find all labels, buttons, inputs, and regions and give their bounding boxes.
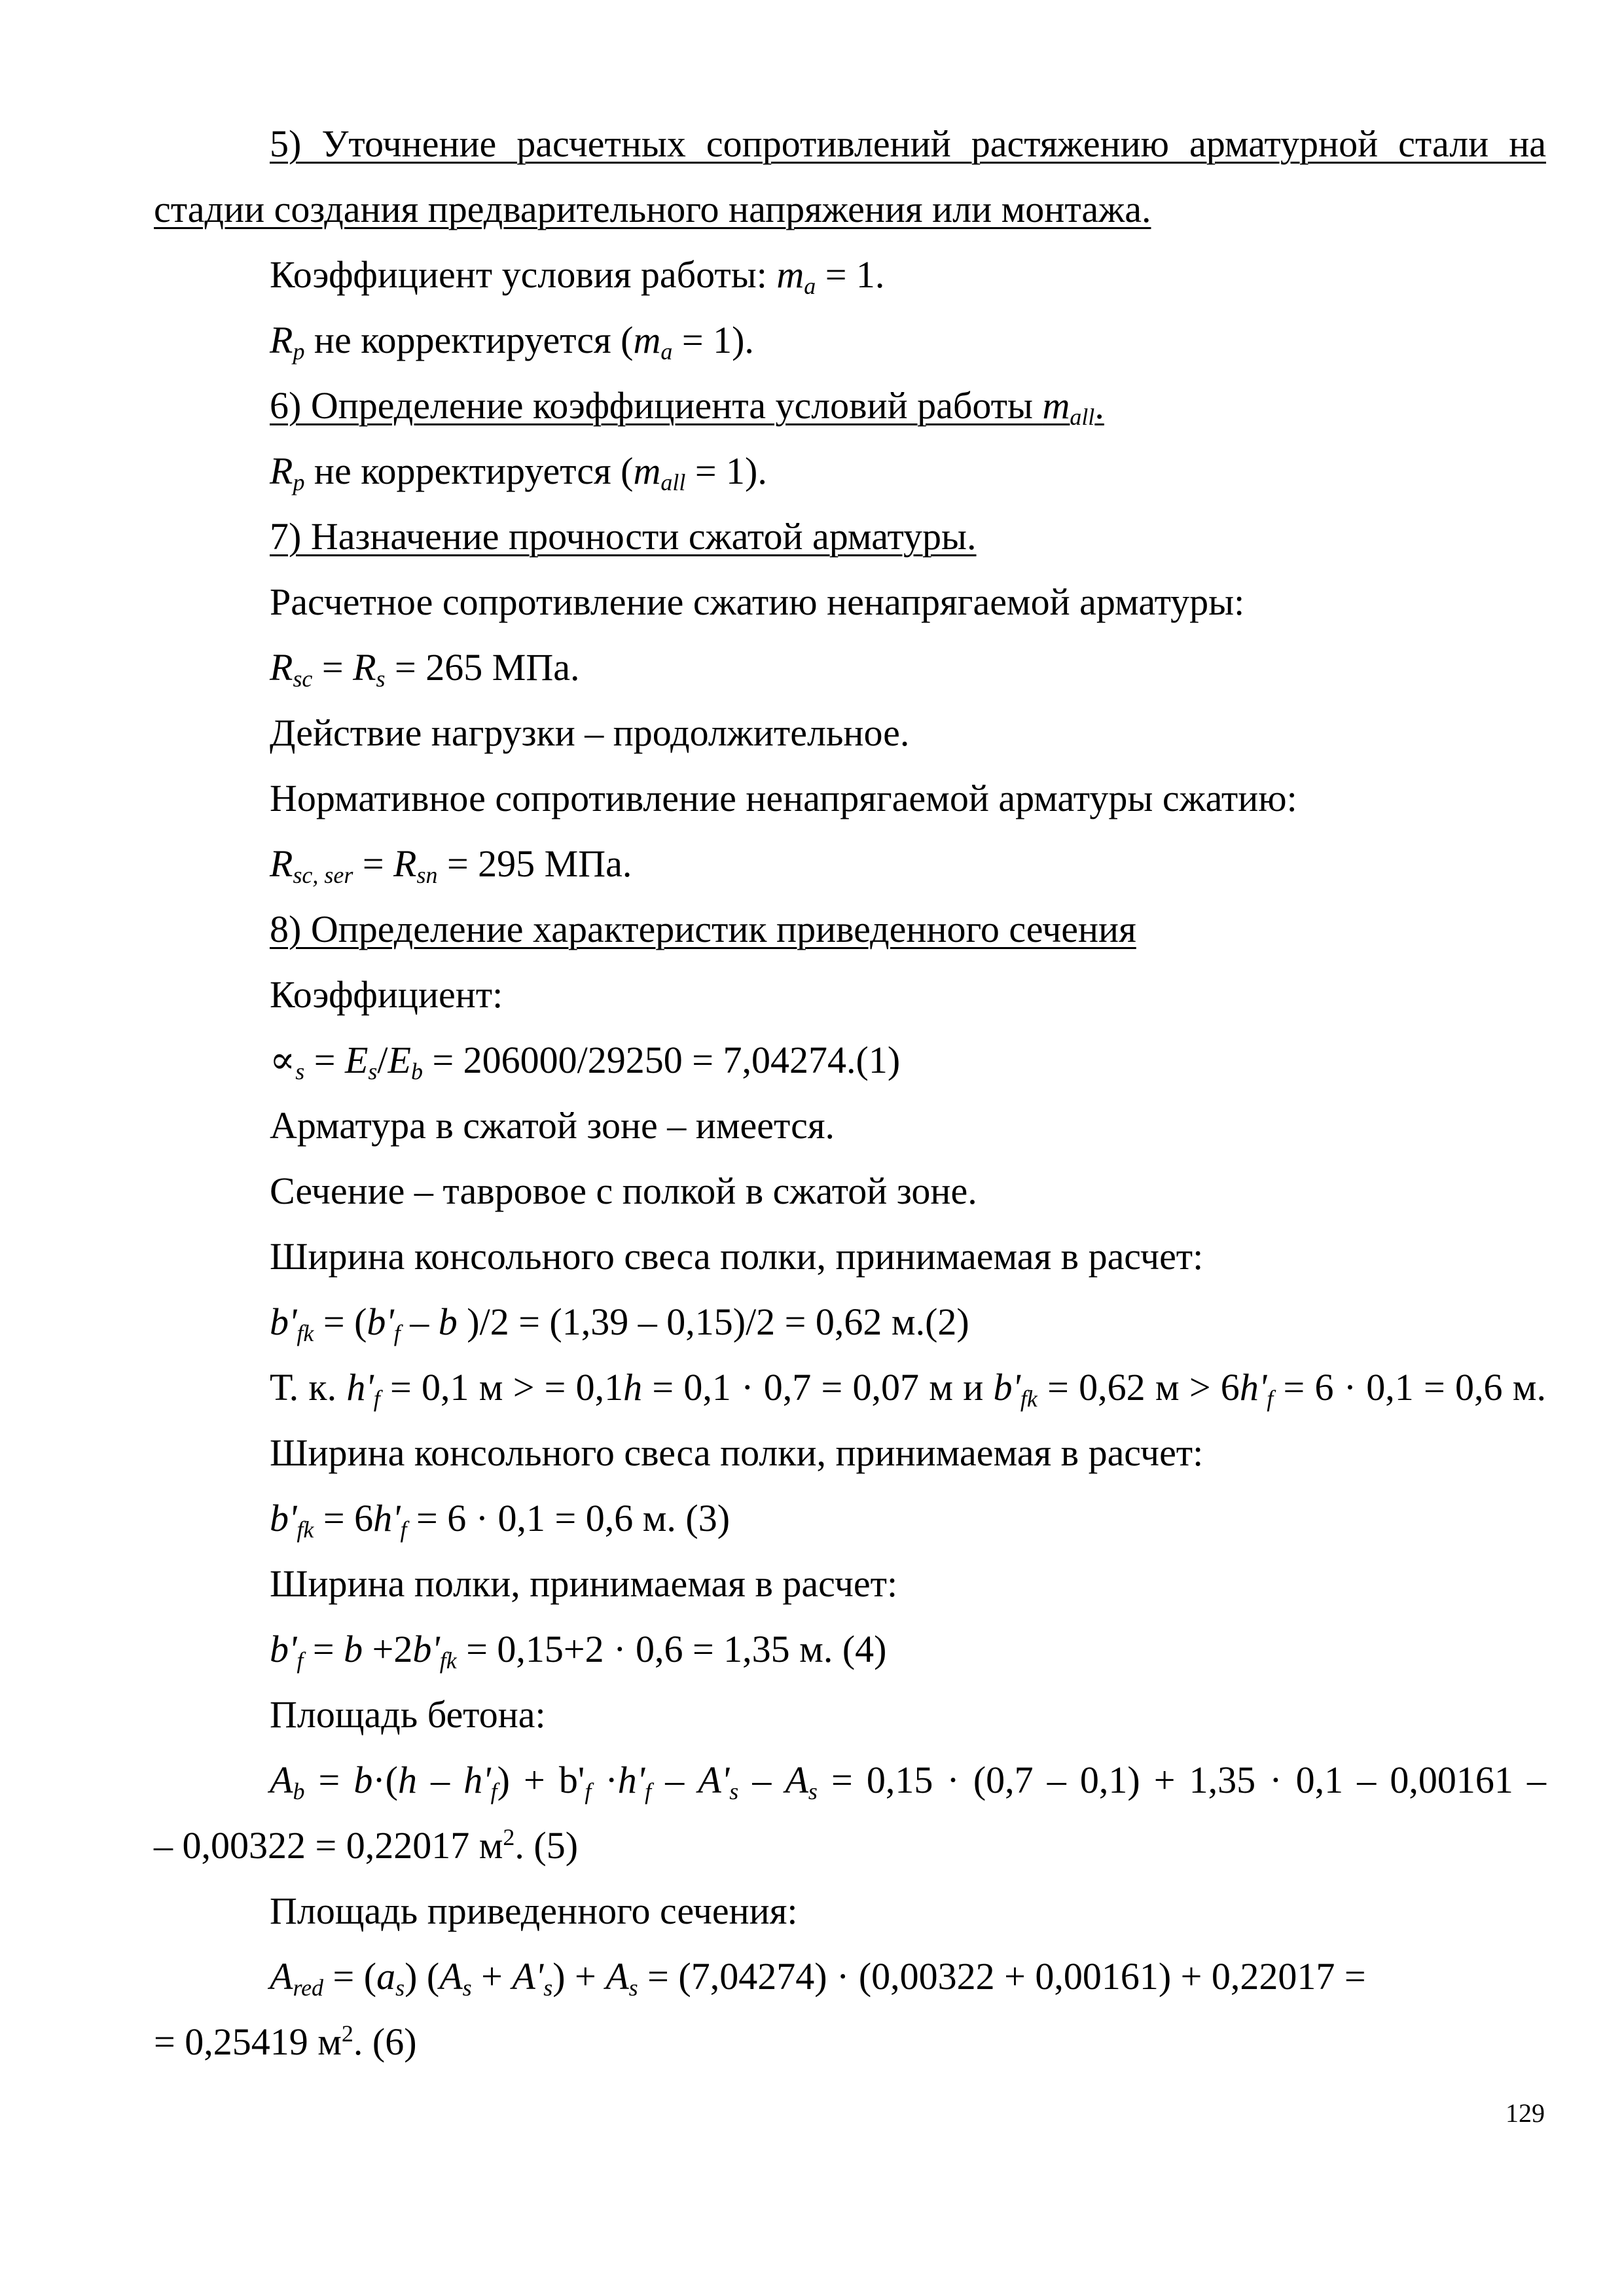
text-line: Коэффициент условия работы: $m_a = 1$. (270, 253, 885, 300)
text-line: Площадь приведенного сечения: (270, 1890, 798, 1932)
text-line: – 0,00322 = 0,22017 $м^2$. (5) (154, 1824, 579, 1867)
text-line: $R_p$ не корректируется $(m_a = 1)$. (270, 319, 754, 365)
text-line: $R_{sc, ser} = R_{sn} = 295$ МПа. (270, 842, 632, 889)
page-number: 129 (1506, 2098, 1545, 2128)
text-line: стадии создания предварительного напряжения или монтажа. (154, 188, 1151, 230)
text-line: Расчетное сопротивление сжатию ненапрягаемой арматуры: (270, 581, 1245, 623)
text-line: $R_{sc} = R_s = 265$ МПа. (270, 646, 580, 692)
text-line: Ширина полки, принимаемая в расчет: (270, 1562, 898, 1605)
text-line: Ширина консольного свеса полки, принимаемая в расчет: (270, 1235, 1204, 1278)
text-line: Действие нагрузки – продолжительное. (270, 711, 910, 754)
text-line: = 0,25419 $м^2$. (6) (154, 2020, 417, 2063)
text-line: 7) Назначение прочности сжатой арматуры. (270, 515, 977, 558)
text-line: 5) Уточнение расчетных сопротивлений растяжению арматурной стали на (270, 122, 1546, 165)
text-line: $b'_f = b +2b'_{fk} = 0,15+2 \cdot 0,6 = 1,35$ м. (4) (270, 1628, 887, 1674)
text-line: Сечение – тавровое с полкой в сжатой зоне. (270, 1170, 977, 1212)
text-line: $b'_{fk} = 6h'_f = 6 \cdot 0,1 = 0,6$ м. (3) (270, 1497, 731, 1543)
text-line: Коэффициент: (270, 973, 503, 1016)
text-line: 6) Определение коэффициента условий работы $m_{all}$. (270, 384, 1104, 431)
text-line: Нормативное сопротивление ненапрягаемой арматуры сжатию: (270, 777, 1297, 819)
text-line: $A_{red} = (a_s) (A_s + A'_s) + A_s = (7,04274) \cdot (0,00322 + 0,00161) + 0,22017$ = (270, 1955, 1366, 2001)
text-line: Арматура в сжатой зоне – имеется. (270, 1104, 835, 1147)
text-line: $R_p$ не корректируется $(m_{all} = 1)$. (270, 450, 767, 496)
text-line: Т. к. $h'_f = 0,1$ м > = 0,1h = 0,1 · 0,7 = 0,07 м и $b'_{fk} = 0,62$ $м > 6h'_f = 6 \cdot 0,1 = 0,6$ м. (270, 1366, 1546, 1412)
text-line: $\propto_s = E_s/E_b = 206000/29250 = 7,04274.(1)$ (270, 1039, 901, 1085)
text-line: 8) Определение характеристик приведенного сечения (270, 908, 1136, 950)
text-line: Ширина консольного свеса полки, принимаемая в расчет: (270, 1431, 1204, 1474)
text-line: Площадь бетона: (270, 1693, 546, 1736)
text-line: $A_b = b\cdot(h - h'_f) + b'_f \cdot h'_f - A'_s - A_s = 0,15 \cdot (0,7 - 0,1) + 1,35 \cdot 0,1 - 0,00161$ – (270, 1759, 1546, 1805)
text-line: $b'_{fk} = (b'_f - b$ )/2 = (1,39 – 0,15)/2 = 0,62 м.(2) (270, 1300, 969, 1347)
